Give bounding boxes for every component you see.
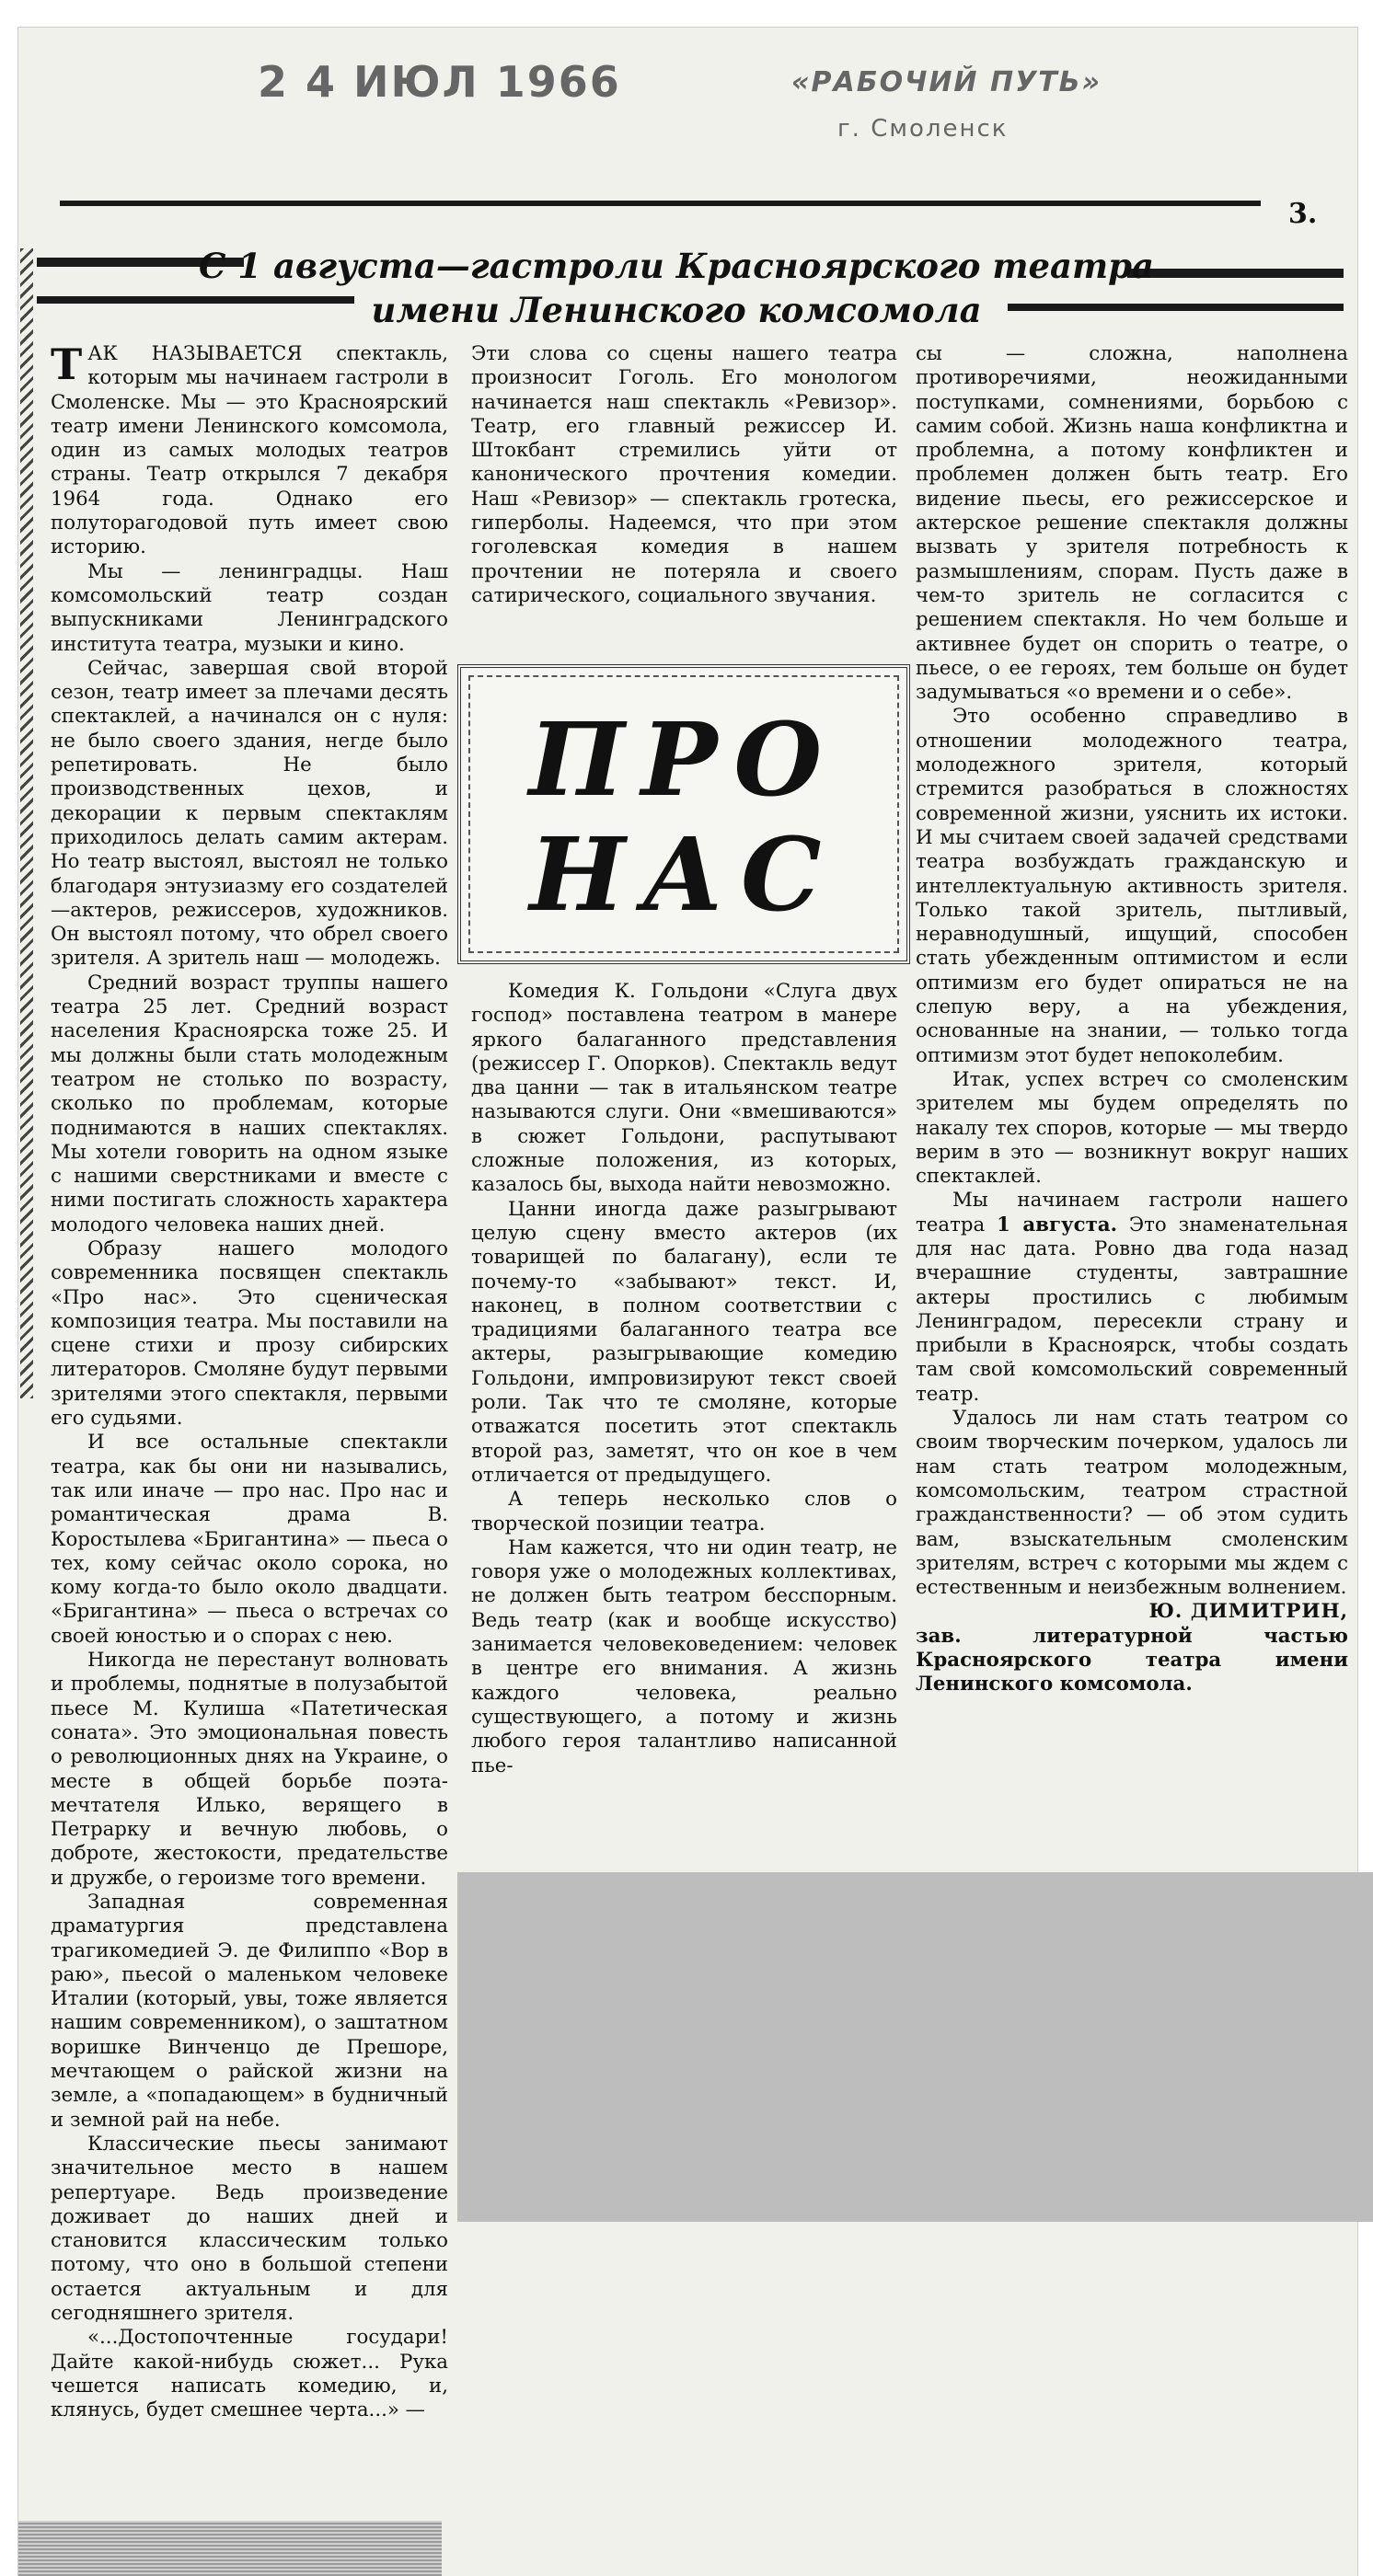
- pro-nas-title-box: [457, 664, 910, 964]
- paragraph: Это особенно справедливо в отношении молодежного театра, молодежного зрителя, который стремится разобраться в сложностях современной жизни, уяснить их истоки. И мы считаем своей задачей средствами театра возбуждать гражданскую и интеллектуальную активность зрителя. Только такой зритель, пытливый, неравнодушный, ищущий, способен стать убежденным оптимистом и если оптимизм его будет опираться не на слепую веру, а на убеждения, основанные на знании, — только тогда оптимизм этот будет непоколебим.: [916, 705, 1348, 1067]
- paragraph: Никогда не перестанут волновать и проблемы, поднятые в полузабытой пьесе М. Кулиша «Патетическая соната». Это эмоциональная повесть о революционных днях на Украине, о месте в общей борьбе поэта-мечтателя Илько, верящего в Петрарку и вечную любовь, о доброте, жестокости, предательстве и дружбе, о героизме того времени.: [51, 1649, 448, 1890]
- paragraph: Классические пьесы занимают значительное место в нашем репертуаре. Ведь произведение доживает до наших дней и становится классическим только потому, что оно в большой степени остается актуальным и для сегодняшнего зрителя.: [51, 2132, 448, 2326]
- newspaper-name-stamp: «РАБОЧИЙ ПУТЬ»: [791, 66, 1102, 98]
- left-border-ornament: [20, 248, 33, 1398]
- author-position: зав. литературной частью Красноярского театра имени Ленинского комсомола.: [916, 1624, 1348, 1696]
- date-emphasis: 1 августа.: [997, 1213, 1118, 1236]
- paragraph: Итак, успех встреч со смоленским зрителем мы будем определять по накалу тех споров, которые — мы твердо верим в это — возникнут вокруг наших спектаклей.: [916, 1067, 1348, 1189]
- top-rule: [60, 201, 1261, 206]
- paragraph: Западная современная драматургия представлена трагикомедией Э. де Филиппо «Вор в раю», пьесой о маленьком человеке Италии (который, увы, тоже является нашим современником), о заштатном воришке Винченцо де Прешоре, мечтающем о райской жизни на земле, а «попадающем» в будничный и земной рай на небе.: [51, 1891, 448, 2132]
- drop-cap: Т: [51, 342, 83, 389]
- paragraph: Образу нашего молодого современника посвящен спектакль «Про нас». Это сценическая композиция театра. Мы поставили на сцене стихи и прозу сибирских литераторов. Смоляне будут первыми зрителями этого спектакля, первыми его судьями.: [51, 1236, 448, 1431]
- date-stamp: 2 4 ИЮЛ 1966: [258, 57, 621, 107]
- paragraph: «...Достопочтенные государи! Дайте какой-нибудь сюжет... Рука чешется написать комедию, и, клянусь, будет смешнее черта...» —: [51, 2326, 448, 2422]
- paragraph: сы — сложна, наполнена противоречиями, неожиданными поступками, сомнениями, борьбою с самим собой. Жизнь наша конфликтна и проблемна, а потому конфликтен и проблемен должен быть театр. Его видение пьесы, его режиссерское и актерское решение спектакля должны вызвать у зрителя потребность к размышлениям, спорам. Пусть даже в чем-то зритель не согласится с решением спектакля. Но чем больше и активнее будет он спорить о театре, о пьесе, о ее героях, тем больше он будет задумываться «о времени и о себе».: [916, 342, 1348, 705]
- article-column-1: [51, 342, 448, 2532]
- paragraph: Мы начинаем гастроли нашего театра 1 августа. Это знаменательная для нас дата. Ровно два года назад вчерашние студенты, завтрашние актеры простились с любимым Ленинградом, пересекли страну и прибыли в Красноярск, чтобы создать там свой комсомольский современный театр.: [916, 1189, 1348, 1406]
- paragraph: Нам кажется, что ни один театр, не говоря уже о молодежных коллективах, не должен быть театром бесспорным. Ведь театр (как и вообще искусство) занимается человековедением: человек в центре его внимания. А жизнь каждого человека, реально существующего, а потому и жизнь любого героя талантливо написанной пье-: [471, 1535, 897, 1777]
- author-name: Ю. ДИМИТРИН,: [1148, 1600, 1348, 1624]
- city-stamp: г. Смоленск: [837, 115, 1009, 143]
- article-column-2-top: [471, 342, 897, 650]
- paragraph: Удалось ли нам стать театром со своим творческим почерком, удалось ли нам стать театром молодежным, комсомольским, театром страстной гражданственности? — об этом судить вам, взыскательным смоленским зрителям, встреч с которыми мы ждем с естественным и неизбежным волнением.: [916, 1407, 1348, 1600]
- paragraph: ТАК НАЗЫВАЕТСЯ спектакль, которым мы начинаем гастроли в Смоленске. Мы — это Красноярский театр имени Ленинского комсомола, один из самых молодых театров страны. Театр открылся 7 декабря 1964 года. Однако его полуторагодовой путь имеет свою историю.: [51, 342, 448, 559]
- paragraph: Мы — ленинградцы. Наш комсомольский театр создан выпускниками Ленинградского института театра, музыки и кино.: [51, 559, 448, 656]
- pro-nas-title-line-1: ПРО: [528, 700, 839, 819]
- paragraph: Сейчас, завершая свой второй сезон, театр имеет за плечами десять спектаклей, а начинался он с нуля: не было своего здания, негде было репетировать. Не было производственных цехов, и декорации к первым спектаклям приходилось делать самим актерам. Но театр выстоял, выстоял не только благодаря энтузиазму его создателей—актеров, режиссеров, художников. Он выстоял потому, что обрел своего зрителя. А зритель наш — молодежь.: [51, 656, 448, 971]
- paragraph: Средний возраст труппы нашего театра 25 лет. Средний возраст населения Красноярска тоже 25. И мы должны были стать молодежным театром не столько по возрасту, сколько по проблемам, которые поднимаются в наших спектаклях. Мы хотели говорить на одном языке с нашими сверстниками и вместе с ними постигать сложность характера молодого человека наших дней.: [51, 971, 448, 1236]
- paragraph: Комедия К. Гольдони «Слуга двух господ» поставлена театром в манере яркого балаганного представления (режиссер Г. Опорков). Спектакль ведут два цанни — так в итальянском театре называются слуги. Они «вмешиваются» в сюжет Гольдони, распутывают сложные положения, из которых, казалось бы, выхода найти невозможно.: [471, 980, 897, 1197]
- paragraph: И все остальные спектакли театра, как бы они ни назывались, так или иначе — про нас. Про нас и романтическая драма В. Коростылева «Бригантина» — пьеса о тех, кому сейчас около сорока, но кому когда-то было около двадцати. «Бригантина» — пьеса о встречах со своей юностью и о спорах с нею.: [51, 1431, 448, 1648]
- mounting-backing: [457, 1872, 1373, 2222]
- article-column-2-bottom: [471, 980, 897, 1881]
- paragraph: Цанни иногда даже разыгрывают целую сцену вместо актеров (их товарищей по балагану), если те почему-то «забывают» текст. И, наконец, в полном соответствии с традициями балаганного театра все актеры, разыгрывающие комедию Гольдони, импровизируют текст своей роли. Так что те смоляне, которые отважатся посетить этот спектакль второй раз, заметят, что он кое в чем отличается от предыдущего.: [471, 1197, 897, 1487]
- headline-line-2: имени Ленинского комсомола: [371, 290, 982, 330]
- article-column-3: [916, 342, 1348, 1833]
- headline: [110, 244, 1242, 332]
- paragraph: А теперь несколько слов о творческой позиции театра.: [471, 1488, 897, 1535]
- pro-nas-title-line-2: НАС: [529, 815, 838, 934]
- page-number: 3.: [1288, 198, 1318, 230]
- paragraph: Эти слова со сцены нашего театра произносит Гоголь. Его монологом начинается наш спектакль «Ревизор». Театр, его главный режиссер И. Штокбант стремились уйти от канонического прочтения комедии. Наш «Ревизор» — спектакль гротеска, гиперболы. Надеемся, что при этом гоголевская комедия в нашем прочтении не потеряла и своего сатирического, социального звучания.: [471, 342, 897, 607]
- headline-line-1: С 1 августа—гастроли Красноярского театра: [199, 246, 1154, 286]
